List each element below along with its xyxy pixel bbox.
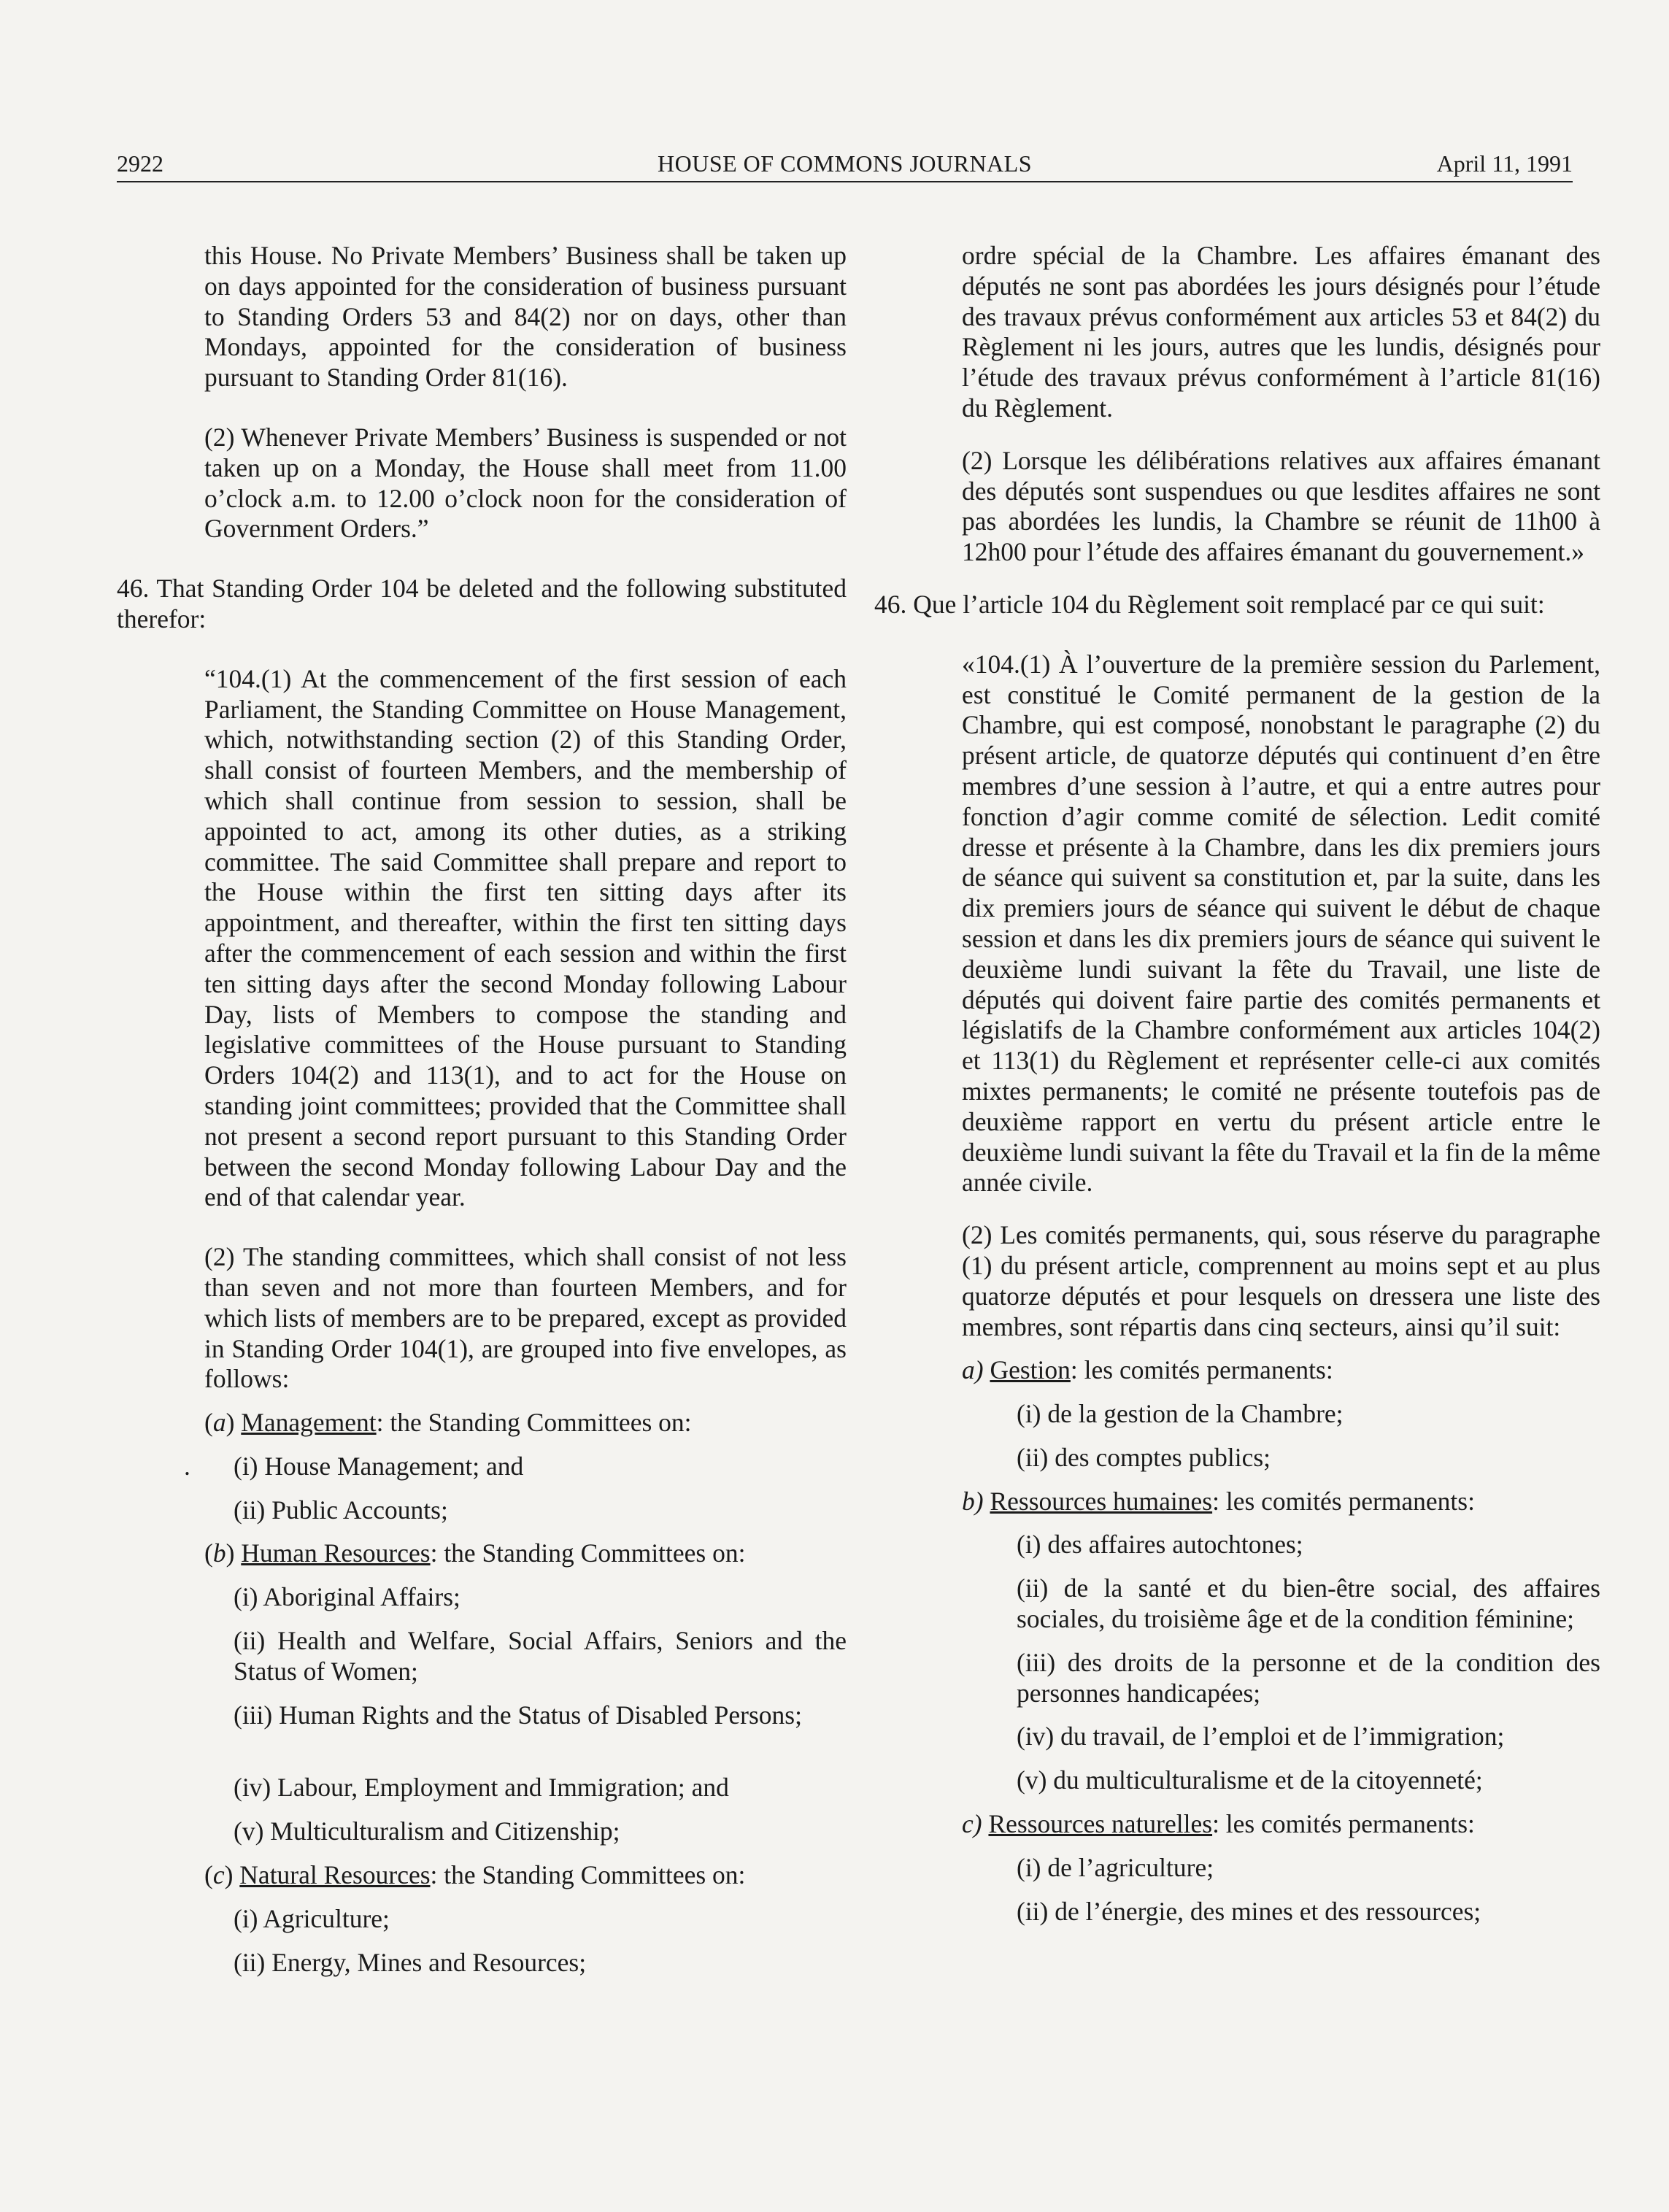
english-column xyxy=(117,241,847,1978)
journal-date: April 11, 1991 xyxy=(1436,150,1573,177)
fr-paragraph-continuation: ordre spécial de la Chambre. Les affaires émanant des députés ne sont pas abordées les jours désignés pour l’étude des travaux prévus conformément aux articles 53 et 84(2) du Règlement ni les jours, autres que les lundis, désignés pour l’étude des travaux prévus conformément à l’article 81(16) du Règlement. xyxy=(962,241,1600,423)
fr-paragraph-2: (2) Lorsque les délibérations relatives aux affaires émanant des députés sont suspendues ou que lesdites affaires ne sont pas abordées les lundis, la Chambre se réunit de 11h00 à 12h00 pour l’étude des affaires émanant du gouvernement.» xyxy=(962,445,1600,567)
en-envelope-b-letter: b xyxy=(212,1538,226,1568)
en-envelope-a-letter: a xyxy=(212,1408,226,1438)
en-a-i: (i) House Management; and xyxy=(234,1451,524,1481)
en-a-ii: (ii) Public Accounts; xyxy=(234,1495,448,1525)
fr-envelope-b-letter: b) xyxy=(962,1486,984,1516)
french-column xyxy=(874,241,1600,1927)
fr-b-ii: (ii) de la santé et du bien-être social, des affaires sociales, du troisième âge et de la condition féminine; xyxy=(1017,1573,1600,1634)
fr-so-104-1: «104.(1) À l’ouverture de la première session du Parlement, est constitué le Comité permanent de la gestion de la Chambre, qui est composé, nonobstant le paragraphe (2) du présent article, de quatorze députés qui continuent d’en être membres d’une session à l’autre, et qui a entre autres pour fonction d’agir comme comité de sélection. Ledit comité dresse et présente à la Chambre, dans les dix premiers jours de séance qui suivent sa constitution et, par la suite, dans les dix premiers jours de séance qui suivent le début de chaque session et dans les dix premiers jours de séance qui suivent le deuxième lundi suivant la fête du Travail, une liste de députés qui doivent faire partie des comités permanents et législatifs de la Chambre conformément aux articles 104(2) et 113(1) du Règlement et représenter celle-ci aux comités mixtes permanents; le comité ne présente toutefois pas de deuxième rapport en vertu du présent article entre le deuxième lundi suivant la fête du Travail et la fin de la même année civile. xyxy=(962,649,1600,1198)
fr-envelope-a xyxy=(874,1355,1600,1386)
fr-envelope-c xyxy=(874,1809,1600,1840)
fr-b-iv: (iv) du travail, de l’emploi et de l’immigration; xyxy=(1017,1722,1505,1752)
en-envelope-c-rest: : the Standing Committees on: xyxy=(430,1860,746,1890)
fr-b-iii: (iii) des droits de la personne et de la condition des personnes handicapées; xyxy=(1017,1647,1600,1708)
fr-envelope-b xyxy=(874,1487,1600,1517)
fr-envelope-b-heading: Ressources humaines xyxy=(990,1486,1213,1516)
fr-b-i: (i) des affaires autochtones; xyxy=(1017,1530,1303,1560)
fr-envelope-a-letter: a) xyxy=(962,1355,984,1385)
page-number: 2922 xyxy=(117,150,163,177)
page-header xyxy=(117,146,1573,182)
en-c-ii: (ii) Energy, Mines and Resources; xyxy=(234,1947,587,1977)
en-envelope-b-rest: : the Standing Committees on: xyxy=(430,1538,746,1568)
en-envelope-a-heading: Management xyxy=(241,1408,377,1438)
en-envelope-b-heading: Human Resources xyxy=(241,1538,431,1568)
en-envelope-a: (a) Management: the Standing Committees on: xyxy=(204,1408,692,1438)
journal-title: HOUSE OF COMMONS JOURNALS xyxy=(657,150,1033,177)
fr-c-i: (i) de l’agriculture; xyxy=(1017,1852,1214,1882)
fr-c-ii: (ii) de l’énergie, des mines et des ressources; xyxy=(1017,1896,1481,1926)
en-c-i: (i) Agriculture; xyxy=(234,1903,390,1933)
fr-envelope-a-heading: Gestion xyxy=(990,1355,1071,1385)
en-so-104-2: (2) The standing committees, which shall consist of not less than seven and not more than fourteen Members, and for which lists of members are to be prepared, except as provided in Standing Order 104(1), are grouped into five envelopes, as follows: xyxy=(204,1242,847,1394)
en-a-i-row xyxy=(117,1452,847,1482)
en-b-v: (v) Multiculturalism and Citizenship; xyxy=(234,1816,620,1846)
en-b-iii: (iii) Human Rights and the Status of Disabled Persons; xyxy=(234,1700,802,1730)
en-b-iv: (iv) Labour, Employment and Immigration; and xyxy=(234,1773,729,1803)
en-envelope-c-letter: c xyxy=(212,1860,225,1890)
en-motion-46: 46. That Standing Order 104 be deleted and the following substituted therefor: xyxy=(117,574,847,633)
fr-a-ii: (ii) des comptes publics; xyxy=(1017,1442,1271,1472)
fr-b-v: (v) du multiculturalisme et de la citoyenneté; xyxy=(1017,1765,1483,1795)
en-b-ii: (ii) Health and Welfare, Social Affairs, Seniors and the Status of Women; xyxy=(234,1626,847,1686)
en-envelope-b: (b) Human Resources: the Standing Committees on: xyxy=(204,1538,746,1568)
fr-envelope-c-letter: c) xyxy=(962,1809,982,1839)
fr-envelope-c-heading: Ressources naturelles xyxy=(988,1809,1213,1839)
en-b-i: (i) Aboriginal Affairs; xyxy=(234,1582,460,1612)
en-paragraph-2: (2) Whenever Private Members’ Business is suspended or not taken up on a Monday, the House shall meet from 11.00 o’clock a.m. to 12.00 o’clock noon for the consideration of Government Orders.” xyxy=(204,422,847,544)
en-envelope-c-heading: Natural Resources xyxy=(239,1860,431,1890)
fr-envelope-a-rest: : les comités permanents: xyxy=(1070,1355,1333,1385)
en-envelope-c: (c) Natural Resources: the Standing Committees on: xyxy=(204,1860,746,1890)
en-so-104-1: “104.(1) At the commencement of the first session of each Parliament, the Standing Committee on House Management, which, notwithstanding section (2) of this Standing Order, shall consist of fourteen Members, and the membership of which shall continue from session to session, shall be appointed to act, among its other duties, as a striking committee. The said Committee shall prepare and report to the House within the first ten sitting days after its appointment, and thereafter, within the first ten sitting days after the commencement of each session and within the first ten sitting days after the second Monday following Labour Day, lists of Members to compose the standing and legislative committees of the House pursuant to Standing Orders 104(2) and 113(1), and to act for the House on standing joint committees; provided that the Committee shall not present a second report pursuant to this Standing Order between the second Monday following Labour Day and the end of that calendar year. xyxy=(204,663,847,1212)
en-envelope-a-rest: : the Standing Committees on: xyxy=(376,1408,692,1438)
stray-mark: . xyxy=(184,1451,190,1481)
fr-a-i: (i) de la gestion de la Chambre; xyxy=(1017,1399,1344,1429)
fr-so-104-2: (2) Les comités permanents, qui, sous réserve du paragraphe (1) du présent article, comprennent au moins sept et au plus quatorze députés et pour lesquels on dressera une liste des membres, sont répartis dans cinq secteurs, ainsi qu’il suit: xyxy=(962,1220,1600,1341)
en-paragraph-continuation: this House. No Private Members’ Business shall be taken up on days appointed for the consideration of business pursuant to Standing Orders 53 and 84(2) nor on days, other than Mondays, appointed for the consideration of business pursuant to Standing Order 81(16). xyxy=(204,241,847,393)
fr-envelope-b-rest: : les comités permanents: xyxy=(1212,1486,1475,1516)
fr-envelope-c-rest: : les comités permanents: xyxy=(1212,1809,1475,1839)
fr-motion-46: 46. Que l’article 104 du Règlement soit remplacé par ce qui suit: xyxy=(874,589,1545,619)
